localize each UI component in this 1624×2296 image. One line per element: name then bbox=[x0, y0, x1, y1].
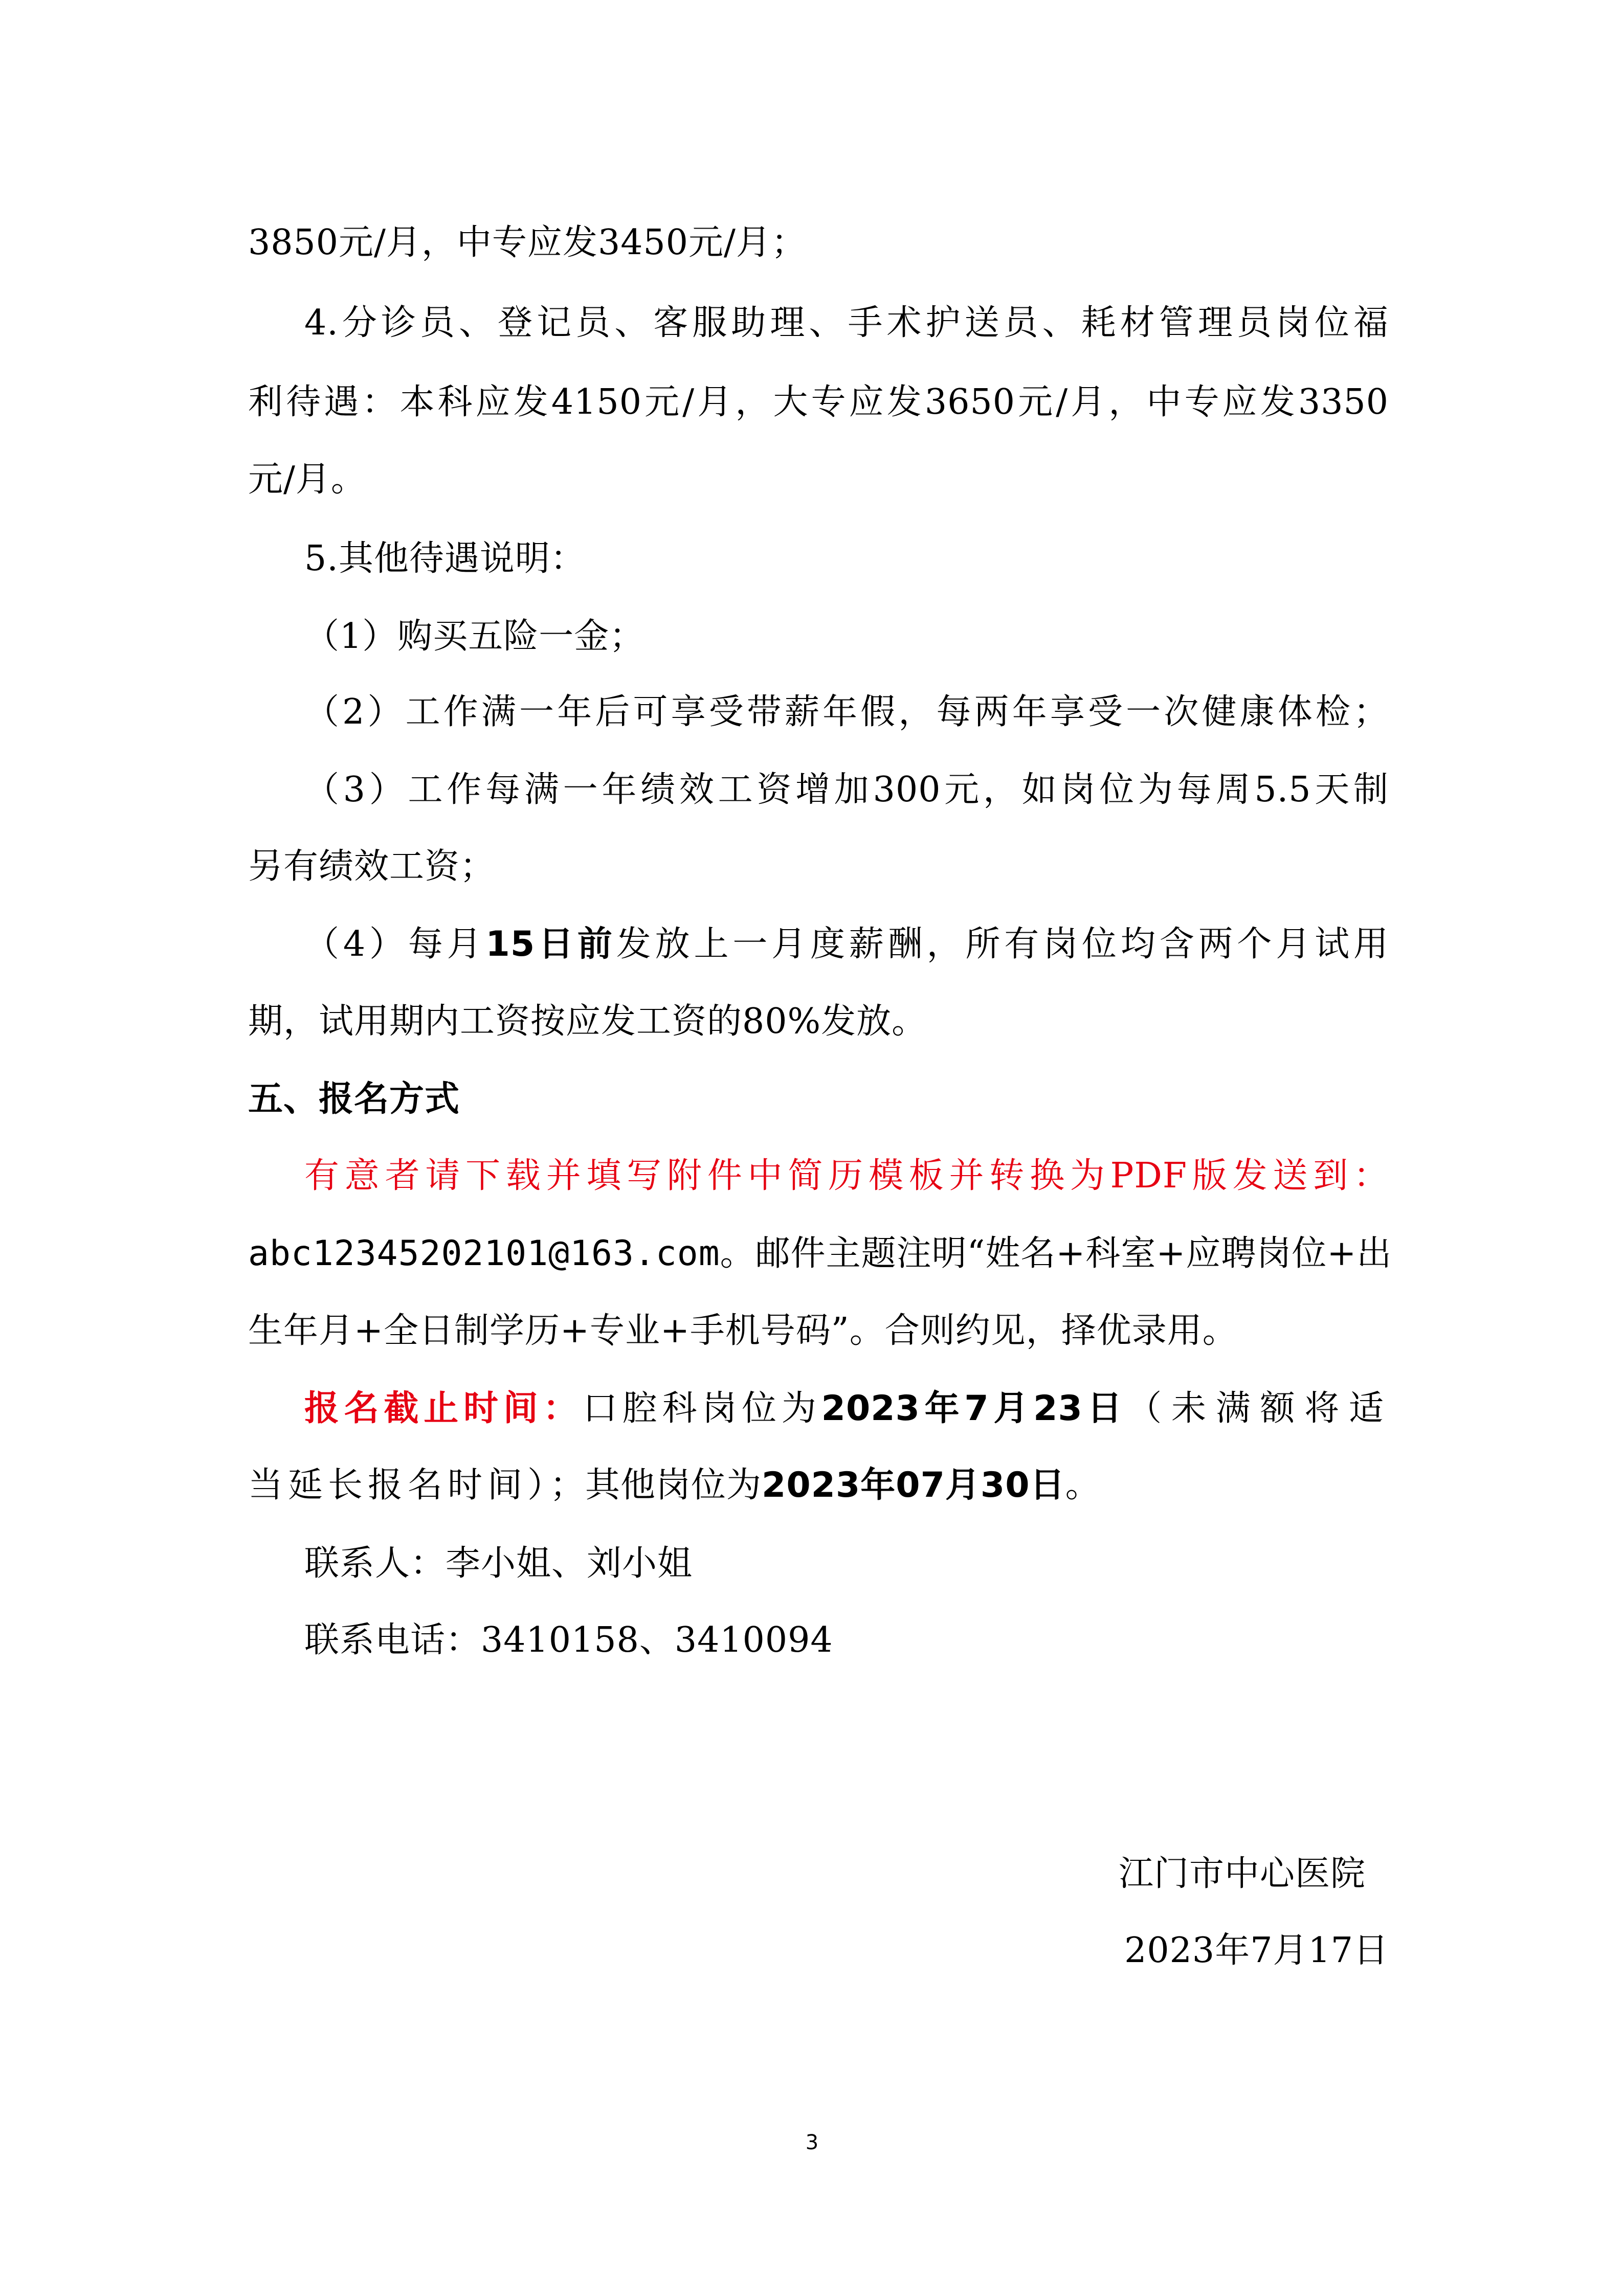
item4-line2: 利待遇：本科应发4150元/月，大专应发3650元/月，中专应发3350 bbox=[248, 382, 1389, 422]
registration-instruction: 有意者请下载并填写附件中简历模板并转换为PDF版发送到： bbox=[304, 1156, 1389, 1196]
contact-phone: 联系电话：3410158、3410094 bbox=[304, 1620, 833, 1660]
sub-item-4-bold-date: 15日前 bbox=[485, 924, 616, 964]
email-subject-line2: 生年月+全日制学历+专业+手机号码”。合则约见，择优录用。 bbox=[248, 1311, 1238, 1351]
sub-item-3-line2: 另有绩效工资； bbox=[248, 846, 496, 887]
item4-line3: 元/月。 bbox=[248, 459, 366, 500]
contact-person: 联系人：李小姐、刘小姐 bbox=[304, 1543, 693, 1584]
page-number: 3 bbox=[805, 2131, 819, 2154]
signature-organization: 江门市中心医院 bbox=[1118, 1854, 1366, 1894]
sub-item-4-line1 bbox=[304, 919, 1389, 970]
signature-date: 2023年7月17日 bbox=[1124, 1930, 1389, 1971]
deadline-date2: 2023年07月30日 bbox=[762, 1465, 1065, 1505]
deadline-paren1: （未满额将适 bbox=[1127, 1388, 1389, 1429]
email-subject-text: 。邮件主题注明“姓名+科室+应聘岗位+出 bbox=[720, 1233, 1392, 1274]
sub-item-4-line2: 期，试用期内工资按应发工资的80%发放。 bbox=[248, 1001, 927, 1042]
item3-tail: 3850元/月，中专应发3450元/月； bbox=[248, 222, 807, 263]
sub-item-2: （2）工作满一年后可享受带薪年假，每两年享受一次健康体检； bbox=[304, 692, 1389, 732]
sub-item-4-prefix: （4）每月 bbox=[304, 924, 486, 964]
deadline-end: 。 bbox=[1065, 1465, 1101, 1505]
deadline-text2: ；其他岗位为 bbox=[550, 1465, 762, 1505]
sub-item-4-rest: 发放上一月度薪酬，所有岗位均含两个月试用 bbox=[616, 924, 1389, 964]
sub-item-1: （1）购买五险一金； bbox=[304, 616, 645, 657]
section-heading: 五、报名方式 bbox=[248, 1079, 460, 1119]
email-subject-line1 bbox=[248, 1228, 1392, 1279]
item5-title: 5.其他待遇说明： bbox=[304, 538, 586, 579]
deadline-line2 bbox=[248, 1460, 1389, 1511]
item4-line1: 4.分诊员、登记员、客服助理、手术护送员、耗材管理员岗位福 bbox=[304, 303, 1389, 343]
deadline-label: 报名截止时间： bbox=[304, 1388, 583, 1429]
sub-item-3-line1: （3）工作每满一年绩效工资增加300元，如岗位为每周5.5天制 bbox=[304, 770, 1389, 810]
deadline-paren2: 当延长报名时间） bbox=[248, 1465, 550, 1505]
deadline-text1: 口腔科岗位为 bbox=[583, 1388, 821, 1429]
deadline-line1 bbox=[304, 1383, 1389, 1434]
email-address: abc12345202101@163.com bbox=[248, 1233, 720, 1274]
deadline-date1: 2023年7月23日 bbox=[821, 1388, 1127, 1429]
